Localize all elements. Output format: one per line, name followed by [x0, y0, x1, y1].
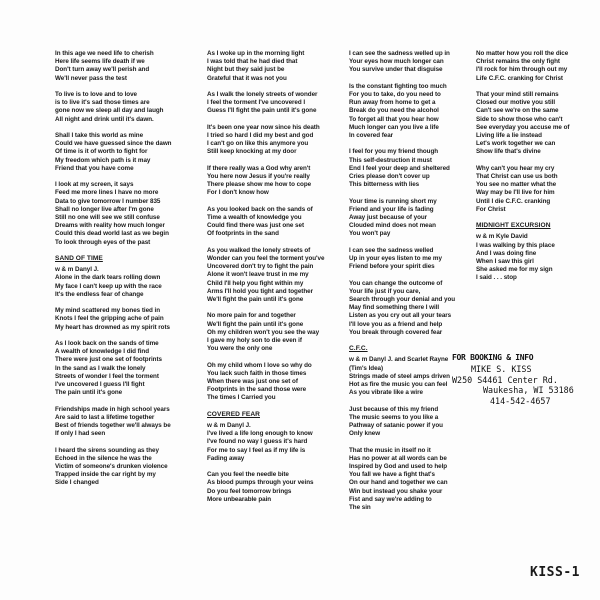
lyric-line: There were just one set of footprints: [55, 356, 162, 364]
lyric-line: As you walked the lonely streets of: [207, 246, 311, 254]
lyric-line: I'll rock for him through out my: [476, 66, 568, 74]
lyric-stanza: [55, 181, 185, 247]
lyric-line: The sin: [349, 504, 371, 512]
booking-name: MIKE S. KISS: [471, 364, 532, 374]
lyric-stanza: [207, 247, 337, 304]
lyric-line: Oh my child whom I love so why do: [207, 361, 312, 369]
lyric-line: To forget all that you hear how: [349, 115, 439, 123]
lyric-line: Here life seems life death if we: [55, 58, 145, 66]
lyric-line: Don't turn away we'll perish and: [55, 66, 150, 74]
lyric-line: Hot as fire the music you can feel: [349, 381, 448, 389]
lyric-line: Run away from home to get a: [349, 99, 436, 107]
lyric-line: As I look back on the sands of time: [55, 340, 159, 348]
booking-heading: FOR BOOKING & INFO: [452, 353, 534, 362]
lyric-line: Side to show those who can't: [476, 115, 563, 123]
song-credit: w & m Danyl J.: [55, 266, 99, 274]
booking-info: [452, 353, 592, 406]
lyric-line: You break through covered fear: [349, 328, 443, 336]
lyric-line: Oh my children won't you see the way: [207, 328, 320, 336]
lyric-line: Do you feel tomorrow brings: [207, 487, 292, 495]
lyric-line: To live is to love and to love: [55, 91, 138, 98]
lyric-stanza: [207, 471, 337, 504]
lyric-line: Feed me more lines I have no more: [55, 189, 159, 197]
lyric-line: You were the only one: [207, 345, 273, 353]
lyric-line: Of footprints in the sand: [207, 230, 279, 238]
lyric-line: Can you feel the needle bite: [207, 471, 289, 479]
lyrics-column-3: [349, 50, 475, 520]
lyric-stanza: [207, 206, 337, 239]
lyric-line: When I saw this girl: [476, 258, 534, 266]
lyric-line: Wonder can you feel the torment you've: [207, 255, 325, 262]
song-title: C.F.C.: [349, 345, 368, 353]
lyric-line: You here now Jesus if you're really: [207, 173, 310, 180]
lyric-line: You won't pay: [349, 230, 391, 238]
lyric-line: As I woke up in the morning light: [207, 50, 305, 57]
lyric-line: As you vibrate like a wire: [349, 389, 423, 397]
lyric-line: Shall I take this world as mine: [55, 132, 144, 139]
lyric-line: Of time is it of worth to fight for: [55, 148, 148, 156]
lyric-line: I've found no way I guess it's hard: [207, 438, 308, 446]
lyric-line: Is the constant fighting too much: [349, 82, 447, 90]
lyric-line: gone now we sleep all day and laugh: [55, 107, 164, 115]
lyric-line: This self-destruction it must: [349, 156, 432, 164]
lyric-stanza: [207, 91, 337, 116]
lyric-line: Fading away: [207, 454, 245, 462]
lyric-line: In this age we need life to cherish: [55, 50, 154, 57]
song-credit: w & m Danyl J. and Scarlet Rayne: [349, 356, 449, 364]
lyric-line: For Christ: [476, 205, 506, 213]
lyric-line: Still no one will see we still confuse: [55, 214, 160, 222]
lyric-stanza: [349, 148, 475, 189]
song-section: [55, 255, 185, 299]
lyric-stanza: [476, 50, 594, 83]
lyric-line: I'll love you as a friend and help: [349, 320, 443, 328]
song-section: [207, 411, 337, 463]
lyric-line: Christ remains the only fight: [476, 58, 560, 66]
lyric-stanza: [349, 50, 475, 75]
song-section: [476, 222, 594, 282]
lyric-line: A wealth of knowledge I did find: [55, 348, 150, 356]
lyric-stanza: [476, 165, 594, 214]
lyric-line: Could this dead world last as we begin: [55, 230, 169, 238]
lyric-line: In covered fear: [349, 132, 394, 140]
lyric-line: No more pain for and together: [207, 312, 296, 320]
lyric-line: Alone it won't leave trust in me my: [207, 271, 309, 279]
lyric-line: I tried so hard I did my best and god: [207, 132, 314, 139]
lyric-line: I feel for you my friend though: [349, 148, 439, 156]
lyric-line: You lack such faith in those times: [207, 369, 307, 377]
lyric-line: Shall no longer live after I'm gone: [55, 205, 154, 213]
lyric-stanza: [55, 91, 185, 124]
lyric-line: She asked me for my sign: [476, 266, 553, 274]
lyric-line: Inspired by God and used to help: [349, 463, 448, 471]
lyric-stanza: [349, 406, 475, 439]
lyric-line: End I feel your deep and sheltered: [349, 164, 450, 172]
lyric-line: Are said to last a lifetime together: [55, 413, 155, 421]
lyric-line: Streets of wonder I feel the torment: [55, 372, 159, 380]
lyric-line: That Christ can use us both: [476, 173, 558, 181]
lyric-stanza: [349, 280, 475, 337]
lyric-line: I was told that he had died that: [207, 58, 298, 66]
lyric-stanza: [349, 447, 475, 513]
lyric-line: Life C.F.C. cranking for Christ: [476, 74, 563, 82]
lyric-line: I've lived a life long enough to know: [207, 430, 313, 438]
lyric-line: Closed our motive you still: [476, 99, 556, 107]
lyric-line: I said . . . stop: [476, 274, 517, 282]
lyric-line: Time a wealth of knowledge you: [207, 214, 302, 221]
lyric-line: Your life just if you care,: [349, 287, 421, 295]
lyric-line: We'll fight the pain until it's gone: [207, 296, 304, 304]
lyric-line: You fall we have a fight that's: [349, 471, 435, 479]
lyric-stanza: [349, 83, 475, 140]
lyric-line: When there was just one set of: [207, 378, 298, 386]
lyric-stanza: [207, 362, 337, 403]
lyric-line: Alone in the dark tears rolling down: [55, 274, 161, 282]
lyric-line: Best of friends together we'll always be: [55, 422, 171, 430]
lyric-line: Arms I'll hold you tight and together: [207, 287, 313, 295]
lyric-line: And I was doing fine: [476, 249, 537, 257]
booking-address-line-1: W250 S4461 Center Rd.: [452, 374, 558, 385]
lyric-line: I heard the sirens sounding as they: [55, 446, 159, 454]
lyric-line: Why can't you hear my cry: [476, 164, 555, 172]
lyric-line: This bitterness with lies: [349, 181, 420, 189]
lyric-line: is to live it's sad those times are: [55, 99, 150, 107]
lyric-line: Has no power at all words can be: [349, 454, 447, 462]
lyric-line: Strings made of steel amps driven: [349, 372, 450, 380]
lyric-stanza: [55, 307, 185, 332]
lyrics-column-1: [55, 50, 185, 496]
lyric-stanza: [349, 247, 475, 272]
song-credit: w & m Danyl J.: [207, 422, 251, 430]
lyric-line: I feel the torment I've uncovered I: [207, 99, 306, 107]
song-credit: w & m Kyle David: [476, 233, 528, 241]
lyric-line: Clouded mind does not mean: [349, 222, 436, 230]
lyric-line: I've uncovered I guess I'll fight: [55, 381, 145, 389]
lyric-line: Could find there was just one set: [207, 222, 305, 230]
lyric-stanza: [207, 165, 337, 198]
lyric-line: Could we have guessed since the dawn: [55, 140, 172, 148]
lyric-line: Just because of this my friend: [349, 405, 439, 413]
lyric-line: Side I changed: [55, 479, 99, 487]
lyric-line: Guess I'll fight the pain until it's gone: [207, 107, 317, 115]
lyric-line: Listen as you cry out all your tears: [349, 312, 452, 320]
lyric-line: My mind scattered my bones tied in: [55, 307, 161, 315]
lyric-line: On our hand and together we can: [349, 479, 448, 487]
lyric-line: Dreams with reality how much longer: [55, 222, 165, 230]
lyric-line: Friend before your spirit dies: [349, 263, 435, 271]
lyric-line: For I don't know how: [207, 189, 269, 197]
lyric-line: For me to say I feel as if my life is: [207, 446, 306, 454]
lyric-line: I can't go on like this anymore you: [207, 140, 309, 148]
lyric-line: It's the endless fear of change: [55, 290, 144, 298]
lyric-line: I can see the sadness welled up in: [349, 50, 450, 57]
lyric-line: Knots I feel the gripping ache of pain: [55, 315, 164, 323]
lyric-line: May find something there I will: [349, 304, 440, 312]
lyric-line: The pain until it's gone: [55, 389, 123, 397]
lyric-line: Trapped inside the car right by my: [55, 471, 156, 479]
lyric-line: Uncovered don't try to fight the pain: [207, 263, 314, 271]
lyric-line: Footprints in the sand those were: [207, 386, 307, 394]
lyric-stanza: [55, 447, 185, 488]
lyrics-column-4: [476, 50, 594, 291]
lyric-stanza: [207, 124, 337, 157]
lyric-line: More unbearable pain: [207, 495, 272, 503]
lyric-line: You survive under that disguise: [349, 66, 443, 74]
lyric-stanza: [55, 340, 185, 397]
lyric-line: Data to give tomorrow I number 835: [55, 197, 161, 205]
lyric-line: Living life a lie instead: [476, 132, 542, 140]
lyric-line: To look through eyes of the past: [55, 238, 151, 246]
lyric-line: That the music in itself no it: [349, 446, 431, 454]
lyric-line: Night but they said just be: [207, 66, 285, 74]
lyric-stanza: [55, 406, 185, 439]
lyric-line: You see no matter what the: [476, 181, 557, 189]
lyric-line: We'll never pass the test: [55, 74, 127, 82]
lyric-line: In the sand as I walk the lonely: [55, 364, 146, 372]
lyric-line: Search through your denial and you: [349, 296, 456, 304]
lyric-line: All night and drink until it's dawn.: [55, 115, 154, 123]
lyric-line: If only I had seen: [55, 430, 106, 438]
lyric-stanza: [55, 50, 185, 83]
catalog-number: KISS-1: [530, 565, 580, 580]
lyric-line: Friend and your life is fading: [349, 205, 434, 213]
lyric-line: It's been one year now since his death: [207, 123, 320, 131]
lyric-line: Show life that's divine: [476, 148, 541, 156]
lyric-line: As I walk the lonely streets of wonder: [207, 91, 318, 98]
lyric-line: Victim of someone's drunken violence: [55, 463, 168, 471]
lyric-line: Break do you need the alcohol: [349, 107, 439, 115]
lyric-stanza: [207, 50, 337, 83]
lyric-line: My face I can't keep up with the race: [55, 282, 162, 290]
booking-address-line-2: Waukesha, WI 53186: [483, 385, 574, 396]
lyric-line: For you to take, do you need to: [349, 91, 441, 98]
lyric-stanza: [55, 132, 185, 173]
lyric-line: Your eyes how much longer can: [349, 58, 444, 66]
lyric-line: If there really was a God why aren't: [207, 164, 311, 172]
lyric-line: Only knew: [349, 430, 381, 438]
lyric-line: See everyday you accuse me of: [476, 123, 570, 131]
lyric-line: Still keep knocking at my door: [207, 148, 297, 156]
lyric-line: My heart has drowned as my spirit rots: [55, 323, 170, 331]
lyric-line: Cries please don't cover up: [349, 173, 430, 181]
lyric-line: Up in your eyes listen to me my: [349, 255, 442, 263]
lyric-line: No matter how you roll the dice: [476, 50, 569, 57]
lyric-line: Grateful that it was not you: [207, 74, 287, 82]
lyric-line: Your time is running short my: [349, 197, 437, 205]
lyric-line: Win but instead you shake your: [349, 487, 443, 495]
lyric-line: Friend that you have come: [55, 164, 134, 172]
lyric-line: Can't see we're on the same: [476, 107, 559, 115]
lyric-line: I gave my holy son to die even if: [207, 337, 302, 345]
lyric-stanza: [349, 198, 475, 239]
lyrics-column-2: [207, 50, 337, 512]
lyric-line: As blood pumps through your veins: [207, 479, 314, 487]
lyric-line: The music seems to you like a: [349, 413, 439, 421]
lyric-line: I was walking by this place: [476, 241, 555, 249]
lyric-line: That your mind still remains: [476, 91, 559, 98]
lyric-line: Way may be I'll live for him: [476, 189, 555, 197]
lyric-line: We'll fight the pain until it's gone: [207, 320, 304, 328]
lyric-stanza: [207, 312, 337, 353]
lyric-line: Let's work together we can: [476, 140, 556, 148]
lyric-line: Until I die C.F.C. cranking: [476, 197, 551, 205]
lyric-stanza: [476, 91, 594, 157]
lyric-line: As you looked back on the sands of: [207, 205, 313, 213]
song-title: SAND OF TIME: [55, 255, 103, 263]
lyric-line: There please show me how to cope: [207, 181, 312, 189]
song-title: MIDNIGHT EXCURSION: [476, 222, 551, 230]
lyric-line: You can change the outcome of: [349, 279, 443, 287]
lyric-line: Away just because of your: [349, 214, 428, 222]
lyric-line: Child I'll help you fight within my: [207, 279, 304, 287]
booking-phone: 414-542-4657: [490, 395, 551, 406]
lyric-line: I can see the sadness welled: [349, 246, 434, 254]
lyric-line: The times I Carried you: [207, 394, 276, 402]
lyric-line: My freedom which path is it may: [55, 156, 151, 164]
song-credit-note: (Tim's Idea): [349, 364, 384, 372]
lyric-line: Much longer can you live a life: [349, 123, 439, 131]
lyric-line: Pathway of satanic power if you: [349, 422, 443, 430]
lyric-line: Friendships made in high school years: [55, 405, 170, 413]
lyric-line: I look at my screen, it says: [55, 181, 134, 189]
song-title: COVERED FEAR: [207, 410, 260, 418]
lyric-line: Echoed in the silence he was the: [55, 454, 152, 462]
lyric-line: Fist and say we're adding to: [349, 495, 432, 503]
